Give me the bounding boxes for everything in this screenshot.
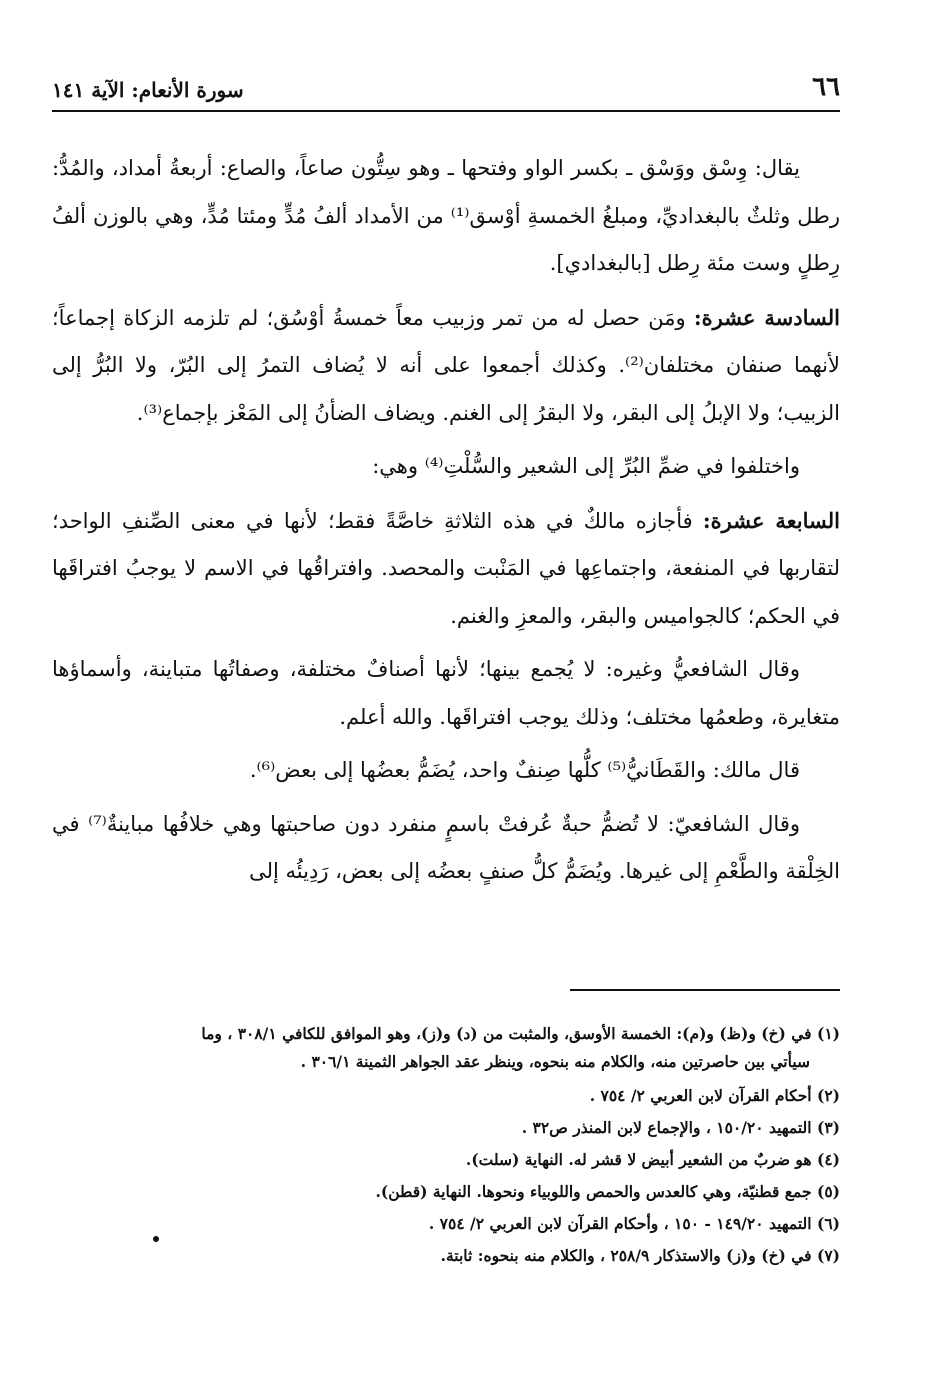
footnote-separator	[570, 989, 840, 991]
paragraph-issue-17	[52, 497, 840, 641]
footnote-4: (٤) هو ضربٌ من الشعير أبيض لا قشر له. النهاية (سلت).	[465, 1150, 840, 1169]
footnote-5: (٥) جمع قطنيّة، وهي كالعدس والحمص واللوبياء ونحوها. النهاية (قطن).	[375, 1182, 840, 1201]
footnote-2: (٢) أحكام القرآن لابن العربي ٢/ ٧٥٤ .	[589, 1086, 840, 1105]
footnote-7: (٧) في (خ) و(ز) والاستذكار ٢٥٨/٩ ، والكلام منه بنحوه: ثابتة.	[440, 1246, 840, 1265]
footnote-1: (١) في (خ) و(ظ) و(م): الخمسة الأوسق، والمثبت من (د) و(ز)، وهو الموافق للكافي ٣٠٨/١ ، وما	[201, 1024, 840, 1043]
paragraph-5: وقال الشافعيُّ وغيره: لا يُجمع بينها؛ لأنها أصنافٌ مختلفة، وصفاتُها متباينة، وأسماؤها متغايرة، وطعمُها مختلف؛ وذلك يوجب افتراقَها. والله أعلم.	[52, 657, 840, 729]
footnote-1-continued: سيأتي بين حاصرتين منه، والكلام منه بنحوه، وينظر عقد الجواهر الثمينة ٣٠٦/١ .	[300, 1052, 810, 1071]
ink-dot	[153, 1236, 159, 1242]
issue-text-17: فأجازه مالكٌ في هذه الثلاثةِ خاصَّةً فقط؛ لأنها في معنى الصِّنفِ الواحد؛ لتقاربها في المنفعة، واجتماعِها في المَنْبت والمحصد. وافتراقُها في الاسم لا يوجبُ افتراقَها في الحكم؛ كالجواميس والبقر، والمعزِ والغنم.	[52, 508, 840, 628]
paragraph-1: يقال: وِسْق ووَسْق ـ بكسر الواو وفتحها ـ وهو سِتُّون صاعاً، والصاع: أربعةُ أمداد، والمُدُّ: رطل وثلثٌ بالبغداديِّ، ومبلغُ الخمسةِ أوْسق⁽¹⁾ من الأمداد ألفُ مُدٍّ ومئتا مُدٍّ، وهي بالوزن ألفُ رِطلٍ وست مئة رِطل [بالبغدادي].	[52, 156, 840, 275]
issue-heading-16: السادسة عشرة:	[693, 304, 840, 330]
issue-heading-17: السابعة عشرة:	[702, 507, 840, 533]
paragraph-7: وقال الشافعيّ: لا تُضمُّ حبةٌ عُرفتْ باسمٍ منفرد دون صاحبتها وهي خلافُها مباينةٌ⁽⁷⁾ في الخِلْقة والطَّعْمِ إلى غيرها. ويُضَمُّ كلُّ صنفٍ بعضُه إلى بعض، رَدِيئُه إلى	[52, 811, 840, 883]
footnotes	[52, 1018, 840, 1272]
paragraph-issue-16	[52, 294, 840, 438]
main-text	[52, 145, 840, 896]
running-title: سورة الأنعام: الآية ١٤١	[52, 78, 244, 102]
page-header	[52, 70, 840, 112]
paragraph-3: واختلفوا في ضمِّ البُرِّ إلى الشعير والسُّلْتِ⁽⁴⁾ وهي:	[372, 454, 800, 478]
page-number: ٦٦	[812, 72, 840, 102]
issue-text-16: ومَن حصل له من تمر وزبيب معاً خمسةُ أوْسُق؛ لم تلزمه الزكاة إجماعاً؛ لأنهما صنفان مختلفان⁽²⁾. وكذلك أجمعوا على أنه لا يُضاف التمرُ إلى البُرّ، ولا البُرُّ إلى الزبيب؛ ولا الإبلُ إلى البقر، ولا البقرُ إلى الغنم. ويضاف الضأنُ إلى المَعْز بإجماع⁽³⁾.	[52, 305, 840, 425]
paragraph-6: قال مالك: والقَطَانيُّ⁽⁵⁾ كلُّها صِنفٌ واحد، يُضَمُّ بعضُها إلى بعض⁽⁶⁾.	[249, 758, 800, 782]
footnote-6: (٦) التمهيد ١٤٩/٢٠ - ١٥٠ ، وأحكام القرآن لابن العربي ٢/ ٧٥٤ .	[428, 1214, 840, 1233]
footnote-3: (٣) التمهيد ١٥٠/٢٠ ، والإجماع لابن المنذر ص٣٢ .	[521, 1118, 840, 1137]
